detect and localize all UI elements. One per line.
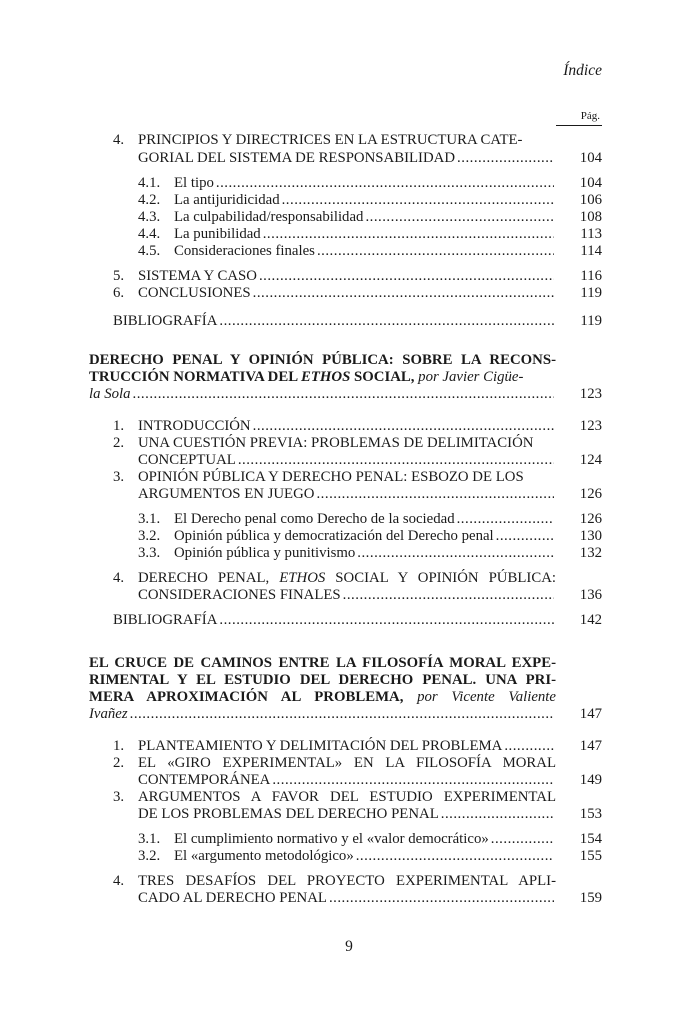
- toc-entry-2-line1: 2. EL «GIRO EXPERIMENTAL» EN LA FILOSOFÍA MORAL: [113, 755, 556, 771]
- toc-page-number: 113: [580, 226, 602, 242]
- toc-entry-4-line1: 4. DERECHO PENAL, ETHOS SOCIAL Y OPINIÓN PÚBLICA:: [113, 570, 556, 586]
- toc-page-number: 106: [579, 192, 602, 208]
- toc-subentry-4-3: 4.3. La culpabilidad/responsabilidad .....: [138, 209, 556, 226]
- toc-page-number: 153: [579, 806, 602, 822]
- page-number: 9: [345, 938, 353, 955]
- toc-page-number: 123: [579, 386, 602, 402]
- toc-subentry-4-1: 4.1. El tipo .....: [138, 175, 556, 192]
- toc-entry-3-line1: 3. ARGUMENTOS A FAVOR DEL ESTUDIO EXPERIMENTAL: [113, 789, 556, 805]
- chapter-title-line3: la Sola .....: [89, 386, 556, 403]
- toc-entry-1: 1. INTRODUCCIÓN .....: [113, 418, 556, 435]
- toc-page-number: 147: [579, 706, 602, 722]
- toc-entry-4-line2: CADO AL DERECHO PENAL .....: [138, 890, 556, 907]
- toc-page-number: 149: [579, 772, 602, 788]
- toc-page-number: 142: [579, 612, 602, 628]
- toc-page-number: 130: [579, 528, 602, 544]
- toc-page-number: 104: [579, 175, 602, 191]
- toc-page-number: 119: [580, 285, 602, 301]
- chapter-title-line3: MERA APROXIMACIÓN AL PROBLEMA, por Vicente Valiente: [89, 689, 556, 705]
- toc-entry-2-line1: 2. UNA CUESTIÓN PREVIA: PROBLEMAS DE DELIMITACIÓN: [113, 435, 534, 451]
- toc-page-number: 104: [579, 150, 602, 166]
- chapter-title-line1: DERECHO PENAL Y OPINIÓN PÚBLICA: SOBRE LA RECONS-: [89, 352, 556, 368]
- toc-entry-6: 6. CONCLUSIONES .....: [113, 285, 556, 302]
- toc-subentry-3-2: 3.2. El «argumento metodológico» .....: [138, 848, 556, 865]
- toc-subentry-3-2: 3.2. Opinión pública y democratización del Derecho penal .....: [138, 528, 556, 545]
- toc-page-number: 136: [579, 587, 602, 603]
- toc-entry-1: 1. PLANTEAMIENTO Y DELIMITACIÓN DEL PROBLEMA .....: [113, 738, 556, 755]
- toc-bibliography: BIBLIOGRAFÍA .....: [113, 313, 556, 330]
- toc-page-number: 132: [579, 545, 602, 561]
- page-column-rule: [556, 125, 602, 126]
- toc-page-number: 155: [579, 848, 602, 864]
- toc-subentry-4-5: 4.5. Consideraciones finales .....: [138, 243, 556, 260]
- toc-page-number: 126: [579, 486, 602, 502]
- chapter-title-line2: RIMENTAL Y EL ESTUDIO DEL DERECHO PENAL. UNA PRI-: [89, 672, 556, 688]
- toc-subentry-3-1: 3.1. El Derecho penal como Derecho de la sociedad .....: [138, 511, 556, 528]
- toc-subentry-4-2: 4.2. La antijuridicidad .....: [138, 192, 556, 209]
- toc-entry-3-line2: ARGUMENTOS EN JUEGO .....: [138, 486, 556, 503]
- toc-entry-4-line1: 4. TRES DESAFÍOS DEL PROYECTO EXPERIMENTAL APLI-: [113, 873, 556, 889]
- toc-entry-2-line2: CONTEMPORÁNEA .....: [138, 772, 556, 789]
- chapter-title-line4: Ivañez .....: [89, 706, 556, 723]
- toc-entry-4-line2: CONSIDERACIONES FINALES .....: [138, 587, 556, 604]
- chapter-title-line1: EL CRUCE DE CAMINOS ENTRE LA FILOSOFÍA MORAL EXPE-: [89, 655, 556, 671]
- toc-entry-5: 5. SISTEMA Y CASO .....: [113, 268, 556, 285]
- toc-page-number: 114: [580, 243, 602, 259]
- toc-entry-3-line2: DE LOS PROBLEMAS DEL DERECHO PENAL .....: [138, 806, 556, 823]
- toc-page-number: 159: [579, 890, 602, 906]
- chapter-title-line2: TRUCCIÓN NORMATIVA DEL ETHOS SOCIAL, por Javier Cigüe-: [89, 369, 524, 385]
- toc-entry-4-line1: 4. PRINCIPIOS Y DIRECTRICES EN LA ESTRUCTURA CATE-: [113, 132, 523, 148]
- toc-subentry-3-3: 3.3. Opinión pública y punitivismo .....: [138, 545, 556, 562]
- toc-page-number: 124: [579, 452, 602, 468]
- toc-subentry-3-1: 3.1. El cumplimiento normativo y el «valor democrático» .....: [138, 831, 556, 848]
- toc-entry-2-line2: CONCEPTUAL .....: [138, 452, 556, 469]
- toc-entry-3-line1: 3. OPINIÓN PÚBLICA Y DERECHO PENAL: ESBOZO DE LOS: [113, 469, 524, 485]
- toc-entry-4-line2: GORIAL DEL SISTEMA DE RESPONSABILIDAD .....: [138, 150, 556, 167]
- toc-page-number: 116: [580, 268, 602, 284]
- toc-page-number: 108: [579, 209, 602, 225]
- running-head: Índice: [563, 62, 602, 79]
- page-column-label: Pág.: [580, 110, 600, 122]
- toc-page-number: 154: [579, 831, 602, 847]
- toc-page-number: 123: [579, 418, 602, 434]
- toc-subentry-4-4: 4.4. La punibilidad .....: [138, 226, 556, 243]
- toc-page-number: 147: [579, 738, 602, 754]
- toc-page-number: 119: [580, 313, 602, 329]
- toc-bibliography: BIBLIOGRAFÍA .....: [113, 612, 556, 629]
- toc-page-number: 126: [579, 511, 602, 527]
